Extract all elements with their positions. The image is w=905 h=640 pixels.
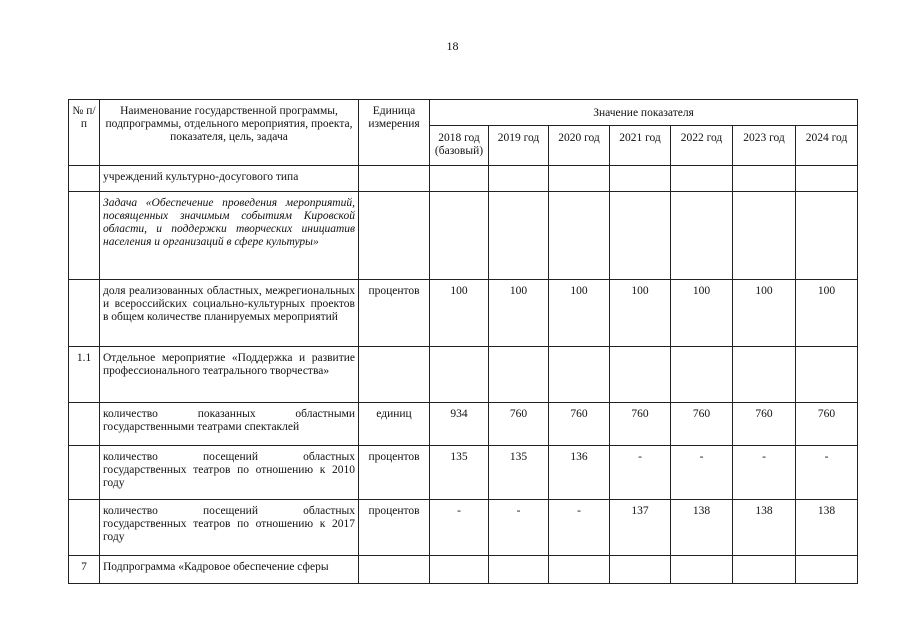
row-value: 760 <box>733 403 796 446</box>
row-value <box>671 192 733 280</box>
table-row <box>69 556 858 584</box>
row-name: количество показанных областными государственными театрами спектаклей <box>100 403 359 446</box>
row-unit: процентов <box>359 500 430 556</box>
row-unit: процентов <box>359 280 430 347</box>
row-value: 100 <box>489 280 549 347</box>
header-year: 2021 год <box>610 126 671 166</box>
row-value: - <box>796 446 858 500</box>
row-value <box>610 166 671 192</box>
table-row <box>69 347 858 403</box>
row-value <box>610 192 671 280</box>
row-value <box>549 192 610 280</box>
header-year: 2022 год <box>671 126 733 166</box>
row-value <box>796 166 858 192</box>
table-row <box>69 166 858 192</box>
row-name: Подпрограмма «Кадровое обеспечение сферы <box>100 556 359 584</box>
row-value: - <box>489 500 549 556</box>
table-body <box>69 166 858 584</box>
row-value <box>489 556 549 584</box>
row-name: Задача «Обеспечение проведения мероприятий, посвященных значимым событиям Кировской области, и поддержки творческих инициатив населения и организаций в сфере культуры» <box>100 192 359 280</box>
row-value <box>430 166 489 192</box>
indicators-table <box>68 99 858 584</box>
row-value: 138 <box>671 500 733 556</box>
row-value <box>733 556 796 584</box>
table-row <box>69 280 858 347</box>
row-value: - <box>733 446 796 500</box>
row-value: 760 <box>796 403 858 446</box>
row-value <box>733 347 796 403</box>
row-value: - <box>671 446 733 500</box>
row-unit <box>359 556 430 584</box>
row-value <box>489 192 549 280</box>
row-value: 100 <box>671 280 733 347</box>
table-row <box>69 192 858 280</box>
row-unit: процентов <box>359 446 430 500</box>
row-value: 100 <box>796 280 858 347</box>
row-value: - <box>549 500 610 556</box>
row-unit: единиц <box>359 403 430 446</box>
row-name: учреждений культурно-досугового типа <box>100 166 359 192</box>
row-value <box>671 166 733 192</box>
header-year: 2023 год <box>733 126 796 166</box>
row-value: 760 <box>489 403 549 446</box>
row-value <box>549 556 610 584</box>
row-value <box>671 556 733 584</box>
row-value: 138 <box>733 500 796 556</box>
row-value <box>796 192 858 280</box>
table-row <box>69 446 858 500</box>
row-number <box>69 446 100 500</box>
header-year: 2019 год <box>489 126 549 166</box>
row-value: - <box>430 500 489 556</box>
row-value: 934 <box>430 403 489 446</box>
row-value <box>430 347 489 403</box>
row-value: 100 <box>430 280 489 347</box>
row-value <box>733 192 796 280</box>
row-value <box>733 166 796 192</box>
row-number <box>69 192 100 280</box>
header-year: 2020 год <box>549 126 610 166</box>
row-value: 135 <box>489 446 549 500</box>
row-value: 136 <box>549 446 610 500</box>
header-year: 2024 год <box>796 126 858 166</box>
row-value <box>796 556 858 584</box>
row-value: 138 <box>796 500 858 556</box>
row-value: - <box>610 446 671 500</box>
row-value: 100 <box>610 280 671 347</box>
header-unit: Единица измерения <box>359 100 430 166</box>
row-unit <box>359 192 430 280</box>
table-row <box>69 500 858 556</box>
row-value <box>610 347 671 403</box>
row-name: количество посещений областных государственных театров по отношению к 2010 году <box>100 446 359 500</box>
row-unit <box>359 347 430 403</box>
row-name: количество посещений областных государственных театров по отношению к 2017 году <box>100 500 359 556</box>
row-number: 7 <box>69 556 100 584</box>
header-name: Наименование государственной программы, подпрограммы, отдельного мероприятия, проекта, показателя, цель, задача <box>100 100 359 166</box>
row-value <box>489 166 549 192</box>
row-value: 100 <box>549 280 610 347</box>
header-no: № п/п <box>69 100 100 166</box>
row-value <box>671 347 733 403</box>
header-year: 2018 год (базовый) <box>430 126 489 166</box>
row-value: 760 <box>671 403 733 446</box>
page-number: 18 <box>446 39 459 53</box>
row-name: доля реализованных областных, межрегиональных и всероссийских социально-культурных проектов в общем количестве планируемых мероприятий <box>100 280 359 347</box>
row-value <box>796 347 858 403</box>
row-value: 760 <box>610 403 671 446</box>
row-value <box>430 556 489 584</box>
row-value <box>549 347 610 403</box>
row-value <box>610 556 671 584</box>
row-number <box>69 166 100 192</box>
row-value <box>430 192 489 280</box>
row-value: 135 <box>430 446 489 500</box>
header-value: Значение показателя <box>430 100 858 126</box>
row-value: 760 <box>549 403 610 446</box>
table-row <box>69 403 858 446</box>
row-value <box>489 347 549 403</box>
row-number: 1.1 <box>69 347 100 403</box>
row-value: 100 <box>733 280 796 347</box>
row-value <box>549 166 610 192</box>
row-number <box>69 280 100 347</box>
row-value: 137 <box>610 500 671 556</box>
row-number <box>69 500 100 556</box>
row-number <box>69 403 100 446</box>
row-unit <box>359 166 430 192</box>
row-name: Отдельное мероприятие «Поддержка и развитие профессионального театрального творчества» <box>100 347 359 403</box>
